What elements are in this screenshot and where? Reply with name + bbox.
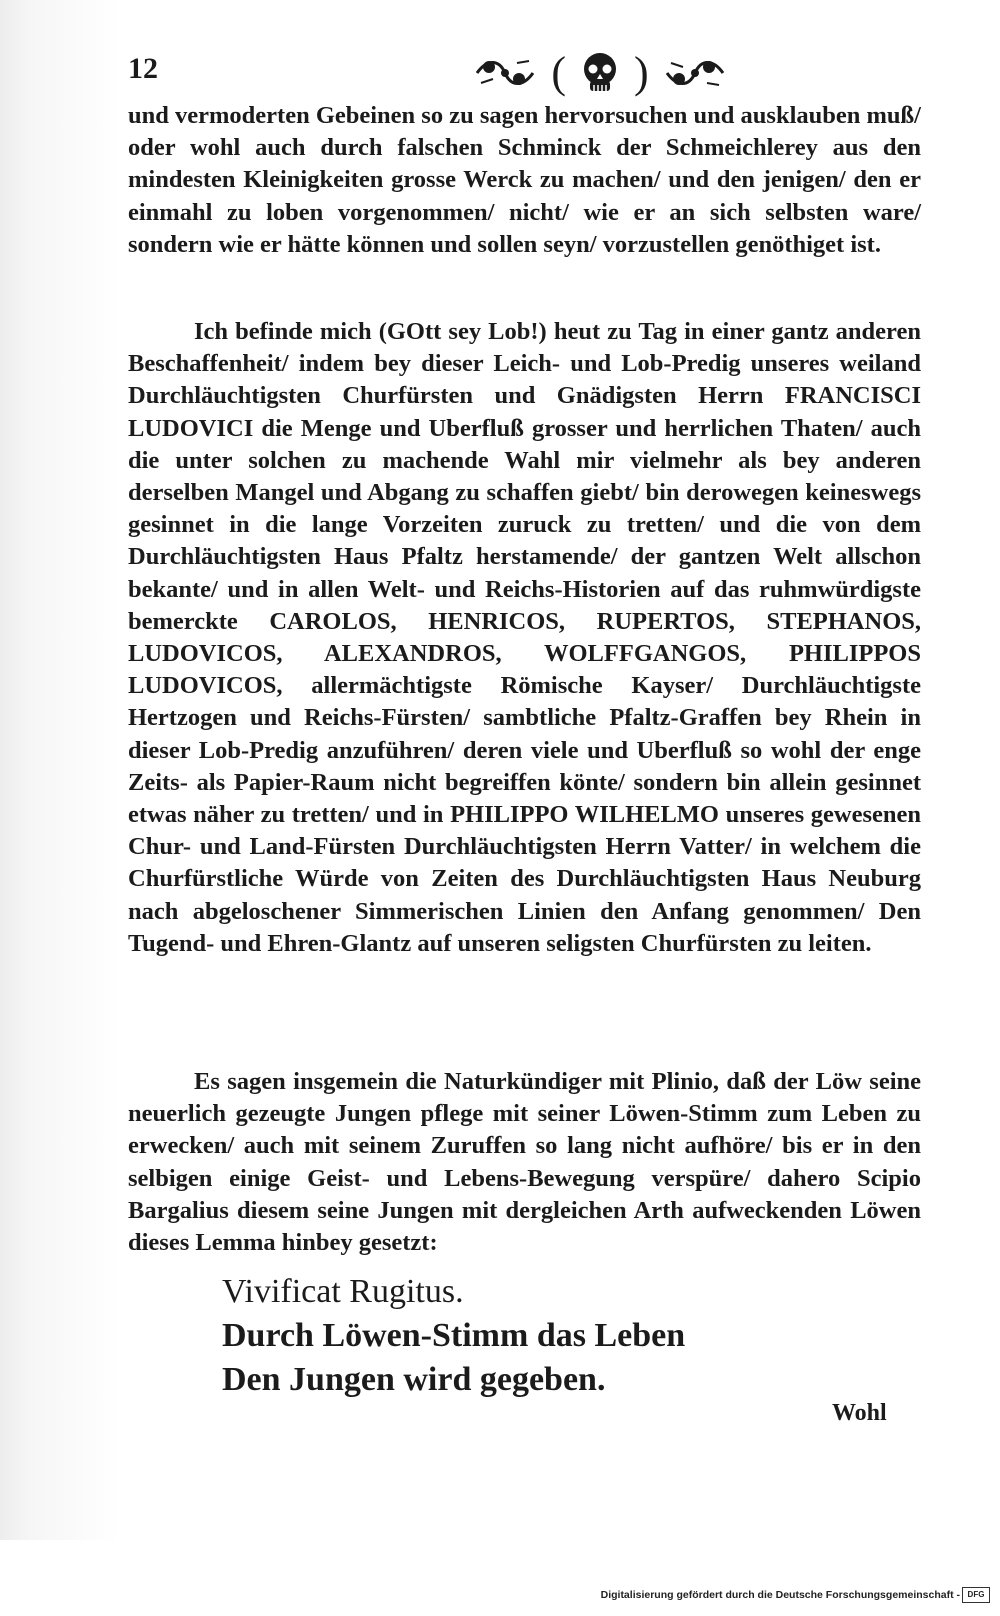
paren-close: ) — [634, 48, 649, 97]
paragraph-lion — [128, 1066, 921, 1259]
floral-ornament-icon — [473, 53, 537, 93]
catchword: Wohl — [832, 1400, 887, 1426]
paragraph-continuation — [128, 100, 921, 261]
verse-line-2: Den Jungen wird gegeben. — [222, 1361, 606, 1398]
page-header — [128, 46, 918, 100]
page-number: 12 — [128, 52, 158, 85]
paragraph-3-text: Es sagen insgemein die Naturkündiger mit Plinio, daß der Löw seine neuerlich gezeugte Jungen pflege mit seiner Löwen-Stimm zum Leben zu erwecken/ auch mit seinem Zuruffen so lang nicht aufhöre/ bis er in den selbigen einige Geist- und Lebens-Bewegung verspüre/ dahero Scipio Bargalius diesem seine Jungen mit dergleichen Arth aufweckenden Löwen dieses Lemma hinbey gesetzt: — [128, 1068, 921, 1257]
header-ornament — [410, 46, 790, 100]
paragraph-main — [128, 316, 921, 960]
paren-open: ( — [551, 48, 566, 97]
skull-icon — [580, 51, 620, 95]
paragraph-2-text: Ich befinde mich (GOtt sey Lob!) heut zu Tag in einer gantz anderen Beschaffenheit/ indem bey dieser Leich- und Lob-Predig unseres weiland Durchläuchtigsten Churfürsten und Gnädigsten Herrn FRANCISCI LUDOVICI die Menge und Uberfluß grosser und herrlichen Thaten/ auch die unter solchen zu machende Wahl mir vielmehr als bey anderen derselben Mangel und Abgang zu schaffen giebt/ bin derowegen keineswegs gesinnet in die lange Vorzeiten zuruck zu tretten/ und die von dem Durchläuchtigsten Haus Pfaltz herstamende/ der gantzen Welt allschon bekante/ und in allen Welt- und Reichs-Historien auf das ruhmwürdigste bemerckte CAROLOS, HENRICOS, RUPERTOS, STEPHANOS, LUDOVICOS, ALEXANDROS, WOLFFGANGOS, PHILIPPOS LUDOVICOS, allermächtigste Römische Kayser/ Durchläuchtigste Hertzogen und Reichs-Fürsten/ sambtliche Pfaltz-Graffen bey Rhein in dieser Lob-Predig anzuführen/ deren viele und Uberfluß so wohl der enge Zeits- als Papier-Raum nicht begreiffen könte/ sondern bin allein gesinnet etwas näher zu tretten/ und in PHILIPPO WILHELMO unseres gewesenen Chur- und Land-Fürsten Durchläuchtigsten Herrn Vatter/ in welchem die Churfürstliche Würde von Zeiten des Durchläuchtigsten Haus Neuburg nach abgeloschener Simmerischen Linien den Anfang genommen/ Den Tugend- und Ehren-Glantz auf unseren seligsten Churfürsten zu leiten. — [128, 318, 921, 957]
paragraph-1-text: und vermoderten Gebeinen so zu sagen hervorsuchen und ausklauben muß/ oder wohl auch durch falschen Schminck der Schmeichlerey aus den mindesten Kleinigkeiten grosse Werck zu machen/ und den jenigen/ den er einmahl zu loben vorgenommen/ nicht/ wie er an sich selbsten ware/ sondern wie er hätte können und sollen seyn/ vorzustellen genöthiget ist. — [128, 102, 921, 258]
dfg-logo-icon: DFG — [962, 1587, 990, 1603]
lemma-motto: Vivificat Rugitus. — [222, 1273, 464, 1310]
verse-line-1: Durch Löwen-Stimm das Leben — [222, 1317, 686, 1354]
footer-bar — [0, 1540, 1000, 1616]
digitization-credit: Digitalisierung gefördert durch die Deutsche Forschungsgemeinschaft - — [600, 1589, 960, 1601]
verse — [222, 1314, 685, 1402]
floral-ornament-icon — [663, 53, 727, 93]
